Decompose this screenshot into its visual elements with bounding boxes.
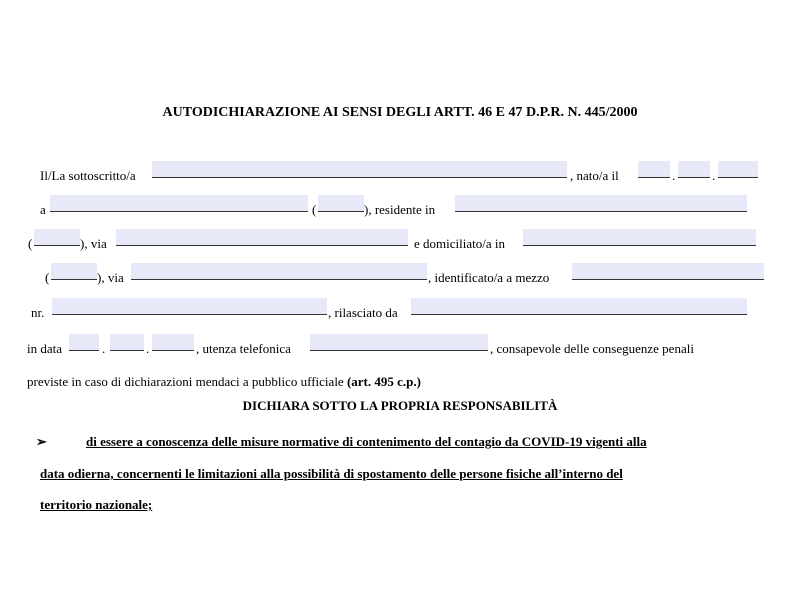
birthplace-field[interactable] bbox=[50, 195, 308, 212]
declaration-line: territorio nazionale; bbox=[40, 497, 153, 512]
residente-label: ), residente in bbox=[364, 202, 436, 217]
birth-province-field[interactable] bbox=[318, 195, 364, 212]
birth-month-field[interactable] bbox=[678, 161, 710, 178]
utenza-label: , utenza telefonica bbox=[196, 341, 291, 356]
arrow-bullet-icon: ➢ bbox=[36, 434, 47, 449]
previste-text bbox=[27, 374, 421, 390]
domicile-street-field[interactable] bbox=[131, 263, 427, 280]
paren-open: ( bbox=[45, 270, 50, 285]
date-dot: . bbox=[672, 168, 676, 183]
document-title: AUTODICHIARAZIONE AI SENSI DEGLI ARTT. 46 E 47 D.P.R. N. 445/2000 bbox=[162, 105, 638, 120]
consapevole-label: , consapevole delle conseguenze penali bbox=[490, 341, 694, 356]
declaration-line: di essere a conoscenza delle misure normative di contenimento del contagio da COVID-19 vigenti alla bbox=[86, 434, 647, 449]
birth-day-field[interactable] bbox=[638, 161, 670, 178]
residence-province-field[interactable] bbox=[34, 229, 80, 246]
identificato-label: , identificato/a a mezzo bbox=[428, 270, 550, 285]
residence-street-field[interactable] bbox=[116, 229, 408, 246]
paren-open: ( bbox=[28, 236, 33, 251]
sottoscritto-field[interactable] bbox=[152, 161, 567, 178]
phone-field[interactable] bbox=[310, 334, 488, 351]
nr-label: nr. bbox=[31, 305, 45, 320]
domicile-province-field[interactable] bbox=[51, 263, 97, 280]
issue-year-field[interactable] bbox=[152, 334, 194, 351]
previste-label: previste in caso di dichiarazioni mendaci a pubblico ufficiale bbox=[27, 374, 344, 389]
document-number-field[interactable] bbox=[52, 298, 327, 315]
via-label: ), via bbox=[80, 236, 107, 251]
paren-open: ( bbox=[312, 202, 317, 217]
issue-month-field[interactable] bbox=[110, 334, 144, 351]
article-reference: (art. 495 c.p.) bbox=[346, 374, 421, 389]
date-dot: . bbox=[102, 341, 106, 356]
in-data-label: in data bbox=[27, 341, 63, 356]
domicile-field[interactable] bbox=[523, 229, 756, 246]
birthplace-label: a bbox=[40, 202, 46, 217]
date-dot: . bbox=[712, 168, 716, 183]
dichiara-heading: DICHIARA SOTTO LA PROPRIA RESPONSABILITÀ bbox=[242, 398, 558, 413]
identity-document-field[interactable] bbox=[572, 263, 764, 280]
declaration-line: data odierna, concernenti le limitazioni alla possibilità di spostamento delle persone fisiche all’interno del bbox=[40, 466, 623, 481]
via-label: ), via bbox=[97, 270, 124, 285]
date-dot: . bbox=[146, 341, 150, 356]
sottoscritto-label: Il/La sottoscritto/a bbox=[40, 168, 136, 183]
nato-label: , nato/a il bbox=[570, 168, 619, 183]
issued-by-field[interactable] bbox=[411, 298, 747, 315]
issue-day-field[interactable] bbox=[69, 334, 99, 351]
residence-field[interactable] bbox=[455, 195, 747, 212]
domicilio-label: e domiciliato/a in bbox=[414, 236, 505, 251]
rilasciato-label: , rilasciato da bbox=[328, 305, 398, 320]
birth-year-field[interactable] bbox=[718, 161, 758, 178]
